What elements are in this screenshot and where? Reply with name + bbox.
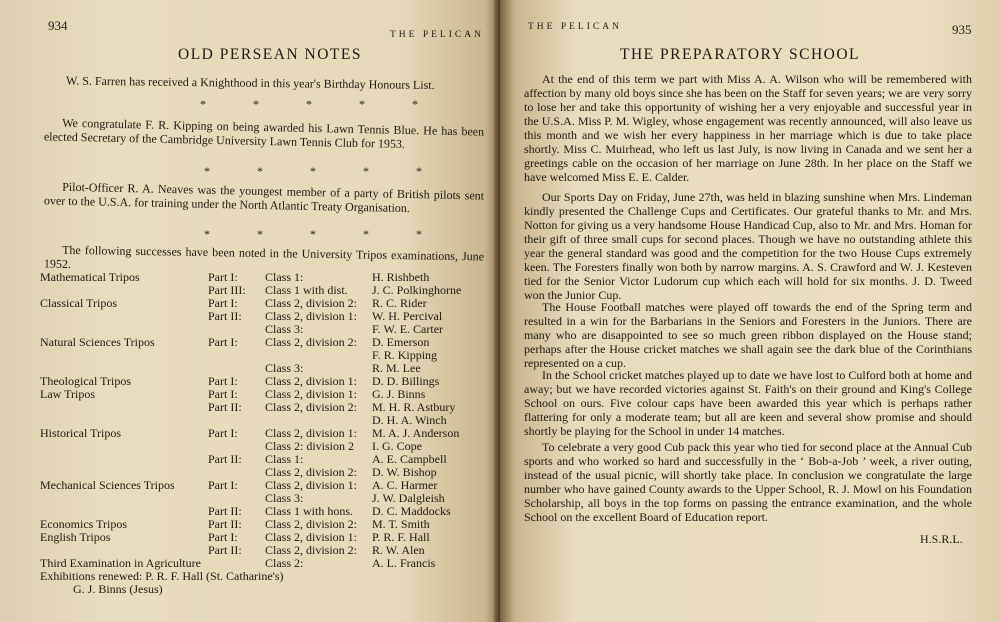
paragraph: The following successes have been noted in the University Tripos examinations, June 1952. [43,242,485,271]
right-page [500,0,1000,622]
separator: * * * * * [204,227,444,241]
tripos-results-table: Mathematical Tripos Part I: Class 1: H. Rishbeth Part III: Class 1 with dist. J. C. Polkinghorne Classical Tripos Part I: Class 2, division 2: R. C. Rider Part II: Class 2, division 1: W. H. Percival Class 3: F. W. E. Carter Natural Sciences Tripos Part I: Class 2, division 2: D. Emerson F. R. Kipping Class 3: R. M. Lee Theological Tripos Part I: Class 2, division 1: D. D. Billings Law Tripos Part I: Class 2, division 1: G. J. Binns Part II: Class 2, division 2: M. H. R. Astbury D. H. A. Winch Historical Tripos Part I: Class 2, division 1: M. A. J. Anderson Class 2: division 2 I. G. Cope Part II: Class 1: A. E. Campbell Class 2, division 2: D. W. Bishop Mechanical Sciences Tripos Part I: Class 2, division 1: A. C. Harmer Class 3: J. W. Dalgleish Part II: Class 1 with hons. D. C. Maddocks Economics Tripos Part II: Class 2, division 2: M. T. Smith English Tripos Part I: Class 2, division 1: P. R. F. Hall Part II: Class 2, division 2: R. W. Alen Third Examination in Agriculture Class 2: A. L. Francis Exhibitions renewed: P. R. F. Hall (St. Catharine's) G. J. Binns (Jesus) [40,270,462,596]
signature: H.S.R.L. [920,532,963,546]
paragraph: We congratulate F. R. Kipping on being awarded his Lawn Tennis Blue. He has been elected Secretary of the Cambridge University Lawn Tennis Club for 1953. [43,115,485,151]
running-head: THE PELICAN [528,22,622,32]
running-head: THE PELICAN [390,30,484,40]
paragraph: Our Sports Day on Friday, June 27th, was held in blazing sunshine when Mrs. Lindeman kindly presented the Challenge Cups and Certificates. Our grateful thanks to Mr. and Mrs. Notton for giving us a very handsome House Handicad Cup, also to Mr. and Mrs. Homan for their gift of three small cups for second places. Though we have no outstanding athlete this year the general standard was good and the competition for the two House Cups extremely keen. The Foresters finally won both by narrow margins. A. S. Crawford and W. J. Kesteven tied for the Senior Victor Ludorum cup which each will hold for six months. J. D. Tweed won the Junior Cup. [524,190,972,302]
paragraph: Pilot-Officer R. A. Neaves was the youngest member of a party of British pilots sent over to the U.S.A. for training under the North Atlantic Treaty Organisation. [43,179,485,216]
page-number: 934 [48,18,68,33]
paragraph: To celebrate a very good Cub pack this year who tied for second place at the Annual Cub sports and who worked so hard and successfully in the ‘ Bob-a-Job ’ week, a river outing, instead of the usual picnic, will shortly take place. In conclusion we congratulate the large number who have gained County awards to the Upper School, R. J. Mowl on his Foundation Scholarship, all boys in the top forms on passing the entrance examination, and the whole School on the excellent Board of Education report. [524,440,972,524]
paragraph: At the end of this term we part with Miss A. A. Wilson who will be remembered with affection by many old boys since she has been on the Staff for seven years; we are very sorry to lose her and take this opportunity of wishing her a very enjoyable and successful year in the U.S.A. Miss P. M. Wigley, whose engagement was recently announced, will also leave us this month and we wish her every happiness in her marriage which is due to take place shortly. Miss C. Muirhead, who left us last July, is now living in Canada and we sent her a greetings cable on the occasion of her marriage on June 28th. In her place on the Staff we have welcomed Miss E. E. Calder. [524,72,972,184]
paragraph: W. S. Farren has received a Knighthood in this year's Birthday Honours List. [65,73,435,93]
page-number: 935 [952,22,972,37]
section-title: THE PREPARATORY SCHOOL [620,46,861,63]
section-title: OLD PERSEAN NOTES [178,46,362,63]
paragraph: In the School cricket matches played up to date we have lost to Culford both at home and away; but we have recorded victories against St. Faith's on their ground and King's College School on ours. Five colour caps have been awarded this year which is perhaps rather flattering for only a moderate team; but all are keen and several show promise and should shortly be playing for the School in under 14 matches. [524,368,972,438]
separator: * * * * * [204,164,444,178]
paragraph: The House Football matches were played off towards the end of the Spring term and resulted in a win for the Barbarians in the Seniors and Foresters in the Juniors. There are many who are disappointed to see so much green ribbon displayed on the House stand; perhaps after the House cricket matches we shall again see the dark blue of the Corinthians represented on a cup. [524,300,972,370]
separator: * * * * * [200,97,440,111]
